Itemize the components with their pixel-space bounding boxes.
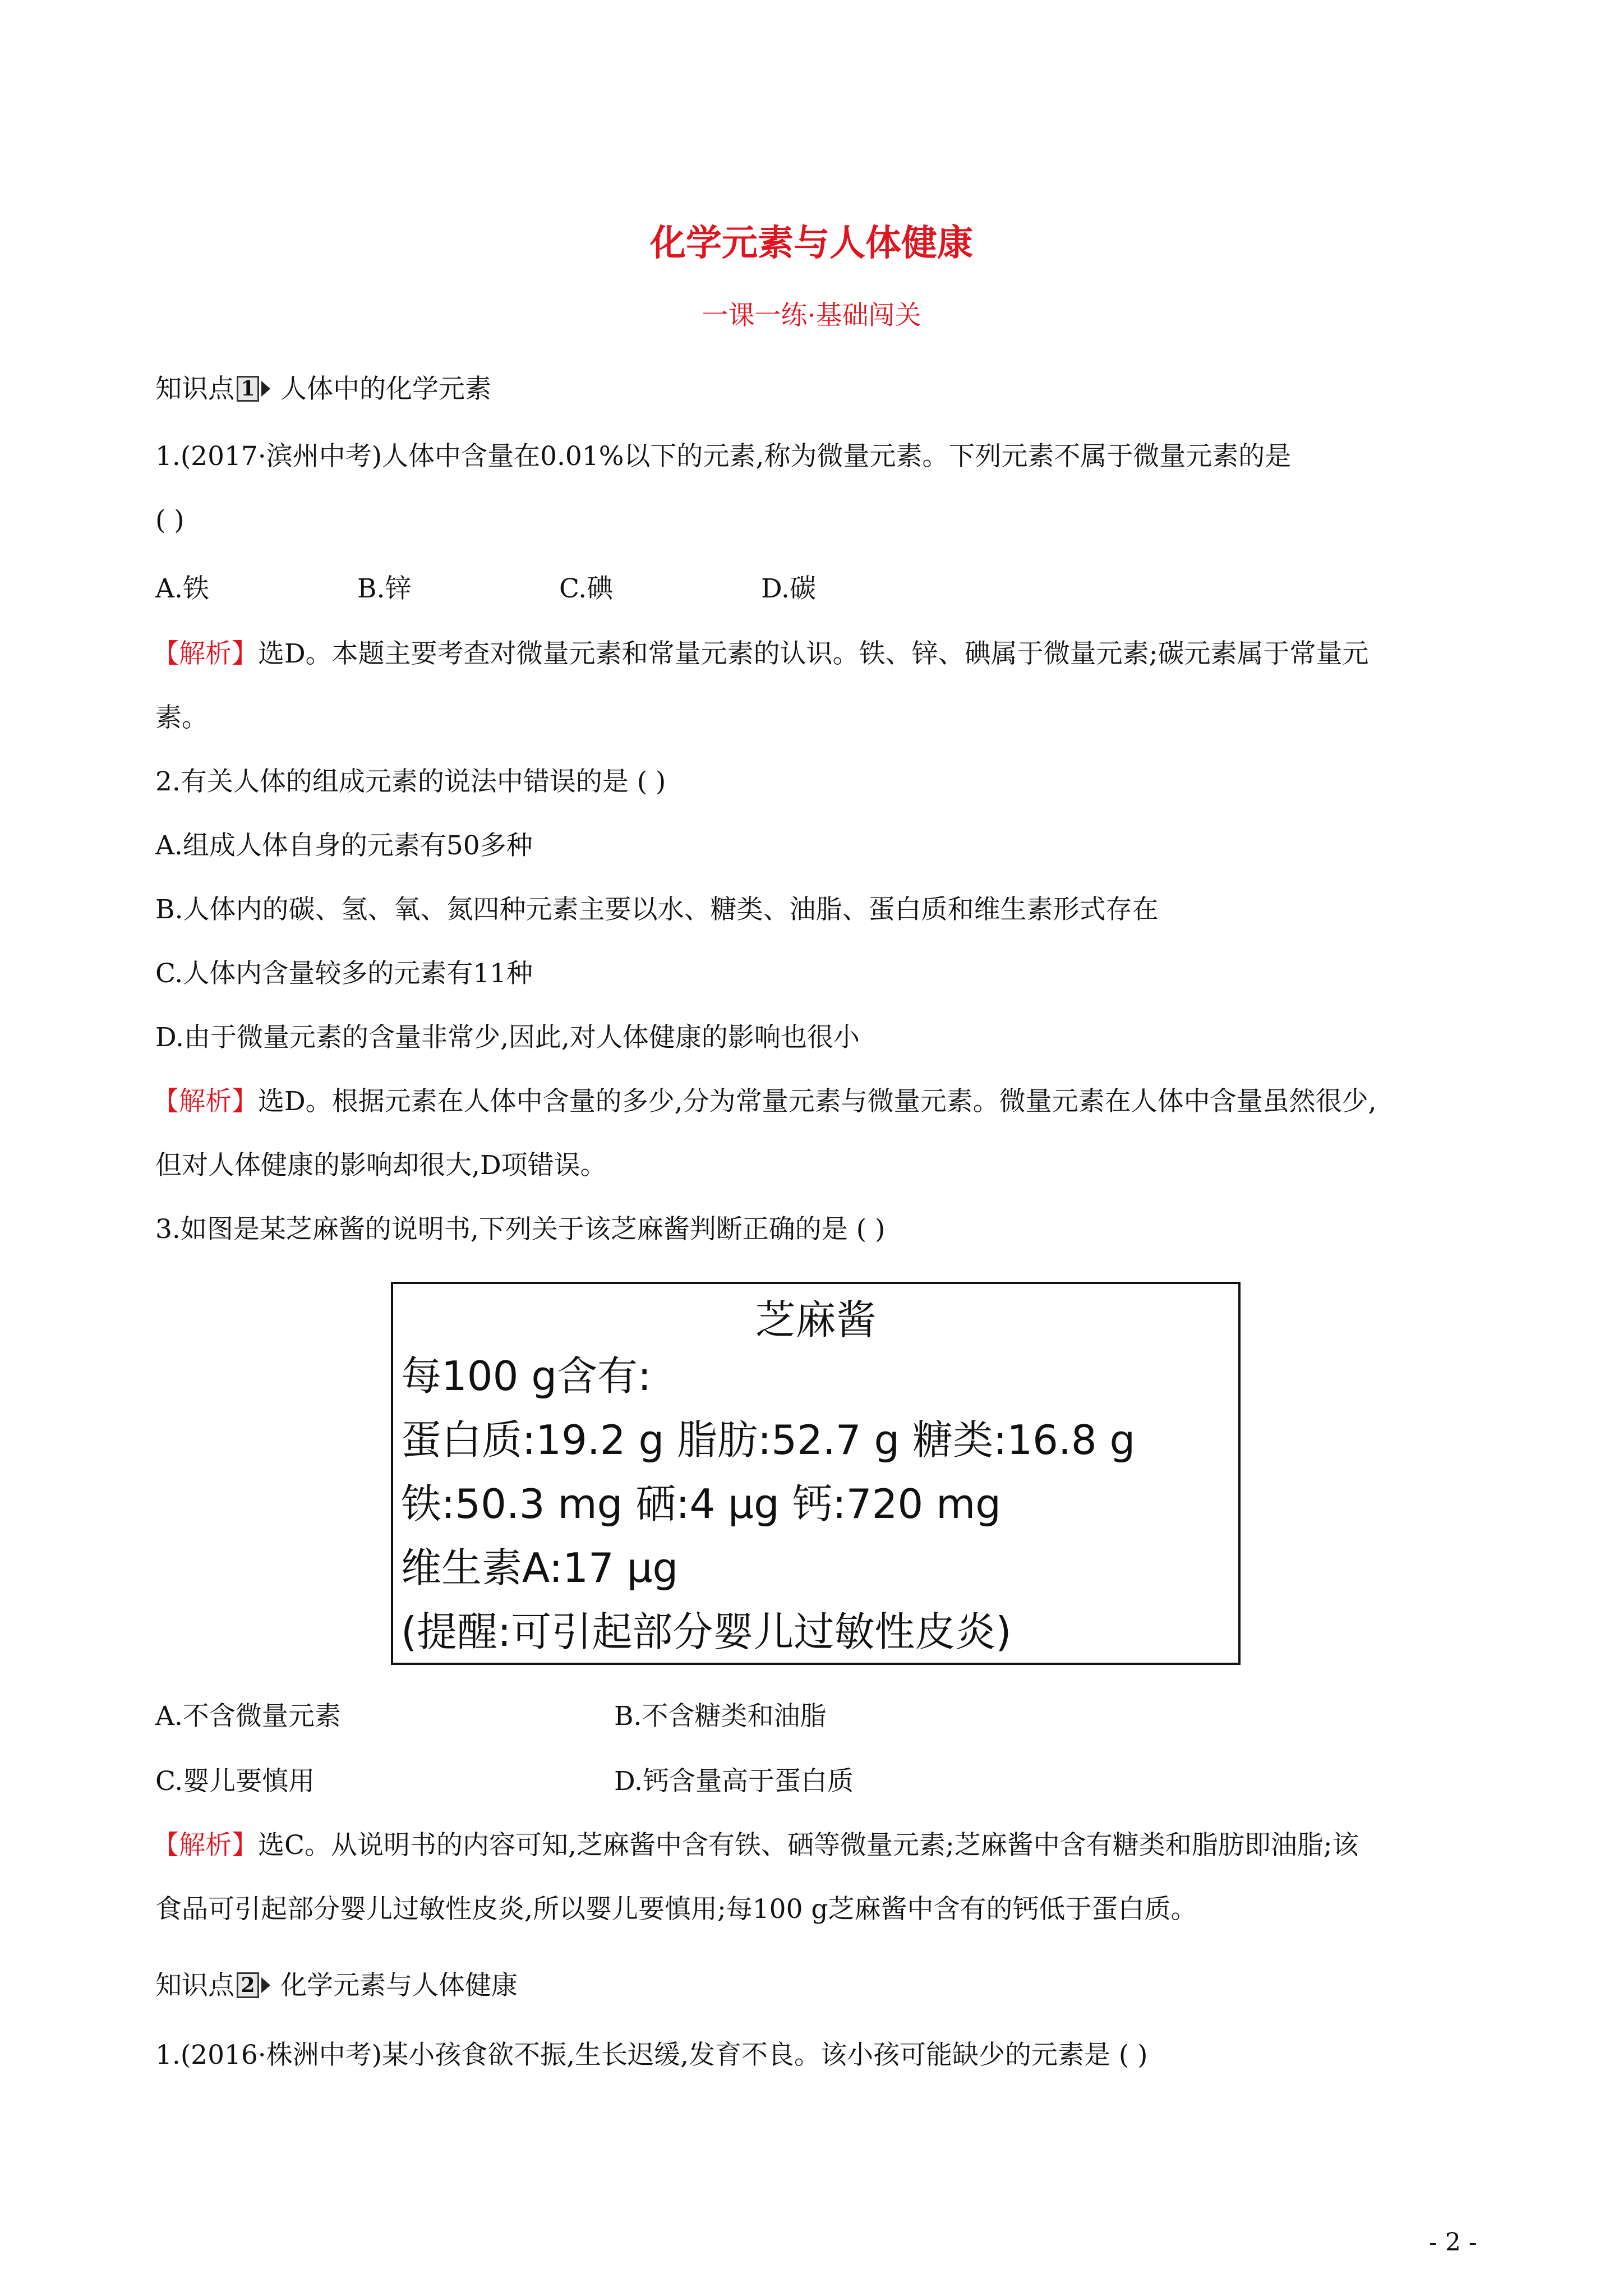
knowledge-point-title: 化学元素与人体健康 [280,1970,518,2001]
analysis-text-cont: 素。 [155,702,208,733]
question-stem: 2.有关人体的组成元素的说法中错误的是 ( ) [155,766,666,797]
knowledge-point-number-badge: 2 [237,1972,259,1998]
analysis-text: 选C。从说明书的内容可知,芝麻酱中含有铁、硒等微量元素;芝麻酱中含有糖类和脂肪即油脂;该 [258,1830,1359,1861]
option-c: C.婴儿要慎用 [155,1766,315,1797]
option-d: D.由于微量元素的含量非常少,因此,对人体健康的影响也很小 [155,1022,860,1053]
label-title: 芝麻酱 [755,1296,877,1343]
analysis-line [153,637,1369,671]
doc-subtitle: 一课一练·基础闯关 [702,300,921,331]
analysis-text-cont: 但对人体健康的影响却很大,D项错误。 [155,1150,607,1181]
knowledge-point-prefix: 知识点 [155,1970,234,2001]
option-c: C.人体内含量较多的元素有11种 [155,958,533,989]
label-line: 每100 g含有: [401,1352,652,1400]
question-stem: 1.(2016·株洲中考)某小孩食欲不振,生长迟缓,发育不良。该小孩可能缺少的元素是 ( ) [155,2040,1148,2070]
product-label-figure [391,1282,1241,1665]
label-line: 维生素A:17 μg [401,1544,679,1591]
option-d: D.碳 [761,573,816,604]
page-number: - 2 - [1429,2228,1477,2257]
option-b: B.锌 [357,573,412,604]
analysis-tag: 【解析】 [153,638,258,669]
analysis-text: 选D。根据元素在人体中含量的多少,分为常量元素与微量元素。微量元素在人体中含量虽然很少, [258,1086,1377,1117]
option-a: A.不含微量元素 [155,1701,341,1732]
option-a: A.铁 [155,573,209,604]
triangle-arrow-icon [261,381,270,397]
knowledge-point-title: 人体中的化学元素 [280,374,491,404]
knowledge-point-number-badge: 1 [237,376,259,402]
doc-title: 化学元素与人体健康 [650,222,973,264]
knowledge-point-prefix: 知识点 [155,374,234,404]
option-d: D.钙含量高于蛋白质 [614,1766,854,1797]
label-line: 蛋白质:19.2 g 脂肪:52.7 g 糖类:16.8 g [401,1416,1136,1464]
knowledge-point-heading [155,1969,518,2003]
analysis-text-cont: 食品可引起部分婴儿过敏性皮炎,所以婴儿要慎用;每100 g芝麻酱中含有的钙低于蛋白质。 [155,1894,1197,1925]
option-b: B.人体内的碳、氢、氧、氮四种元素主要以水、糖类、油脂、蛋白质和维生素形式存在 [155,894,1159,925]
option-c: C.碘 [559,573,614,604]
triangle-arrow-icon [261,1977,270,1993]
label-line: 铁:50.3 mg 硒:4 μg 钙:720 mg [401,1480,1001,1527]
knowledge-point-heading [155,372,491,406]
analysis-text: 选D。本题主要考查对微量元素和常量元素的认识。铁、锌、碘属于微量元素;碳元素属于常量元 [258,638,1369,669]
analysis-line [153,1085,1377,1119]
answer-blank: ( ) [155,505,185,536]
option-a: A.组成人体自身的元素有50多种 [155,830,533,861]
option-b: B.不含糖类和油脂 [614,1701,827,1732]
label-line: (提醒:可引起部分婴儿过敏性皮炎) [401,1608,1012,1655]
question-stem: 3.如图是某芝麻酱的说明书,下列关于该芝麻酱判断正确的是 ( ) [155,1214,886,1245]
question-stem: 1.(2017·滨州中考)人体中含量在0.01%以下的元素,称为微量元素。下列元素不属于微量元素的是 [155,441,1292,472]
analysis-tag: 【解析】 [153,1830,258,1861]
analysis-tag: 【解析】 [153,1086,258,1117]
analysis-line [153,1829,1359,1862]
